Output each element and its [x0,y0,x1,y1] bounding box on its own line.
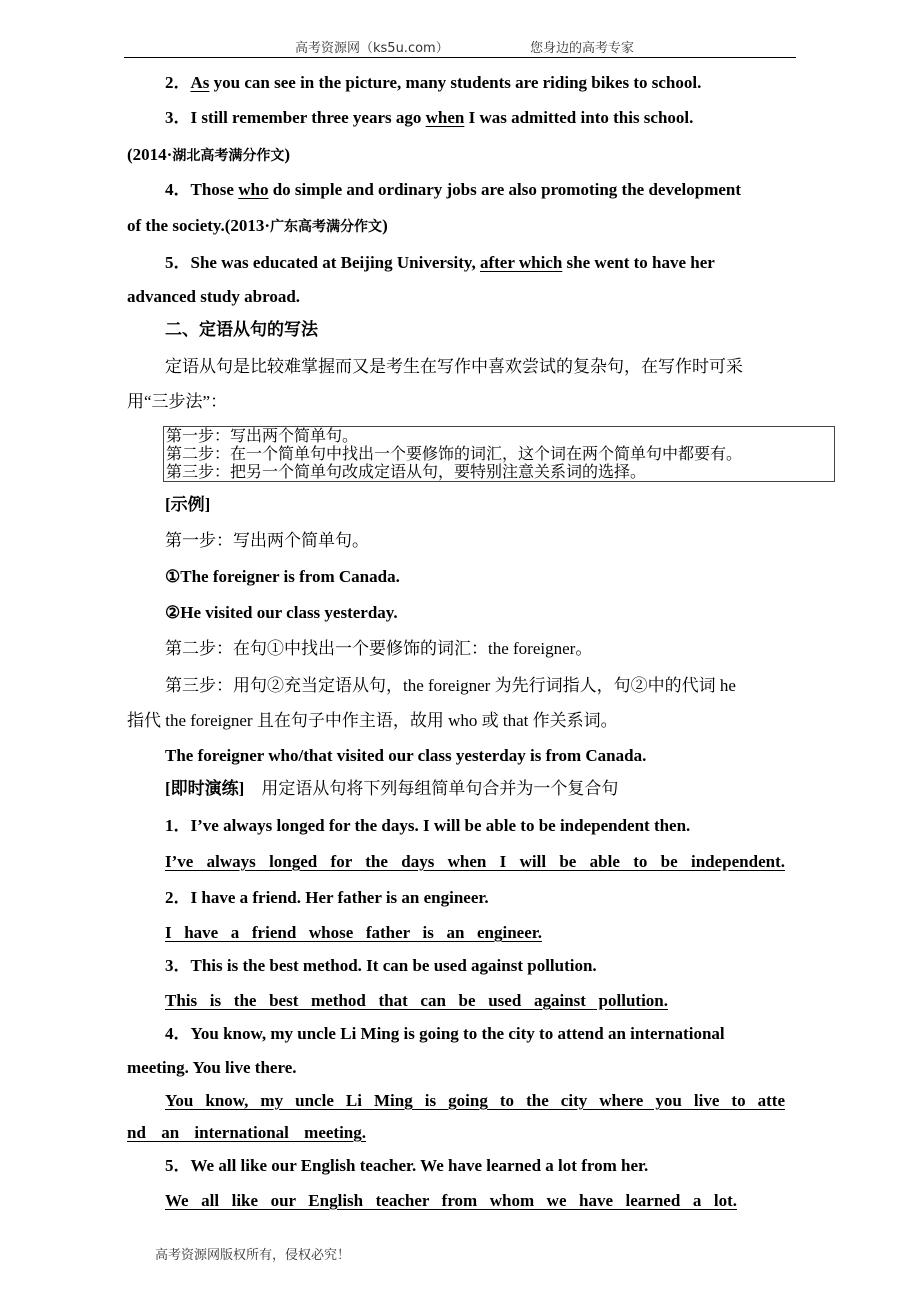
step-1: 第一步：写出两个简单句。 [166,426,359,445]
header-right: 您身边的高考专家 [530,41,635,56]
exercise-question: 2．I have a friend. Her father is an engineer. [165,888,489,907]
practice-heading: [即时演练] 用定语从句将下列每组简单句合并为一个复合句 [165,779,619,798]
example-sentence-5: 5．She was educated at Beijing University, after which she went to have her [165,253,715,272]
exercise-answer: You know, my uncle Li Ming is going to the city where you live to atte [165,1091,785,1110]
sentence-1: ①The foreigner is from Canada. [165,567,400,586]
exercise-answer-cont: nd an international meeting. [127,1123,366,1142]
intro-text-cont: 用“三步法”： [127,392,228,411]
section-heading: 二、定语从句的写法 [165,320,318,339]
header-left: 高考资源网（ks5u.com） [295,41,449,56]
example-sentence-4-cont: of the society.(2013·广东高考满分作文) [127,216,388,235]
step-3: 第三步：把另一个简单句改成定语从句，要特别注意关系词的选择。 [166,462,647,481]
footer-copyright: 高考资源网版权所有，侵权必究！ [155,1248,351,1263]
sentence-2: ②He visited our class yesterday. [165,603,398,622]
example-sentence-5-cont: advanced study abroad. [127,287,301,306]
step-line: 第一步：写出两个简单句。 [165,531,369,550]
step-line: 第三步：用句②充当定语从句，the foreigner 为先行词指人，句②中的代词 he [165,676,736,695]
source-note: (2014·湖北高考满分作文) [127,145,291,164]
exercise-answer: We all like our English teacher from whom we have learned a lot. [165,1191,737,1210]
example-sentence-2: 2．As you can see in the picture, many students are riding bikes to school. [165,73,702,92]
exercise-question: 4．You know, my uncle Li Ming is going to the city to attend an international [165,1024,725,1043]
exercise-question: 5．We all like our English teacher. We have learned a lot from her. [165,1156,649,1175]
step-2: 第二步：在一个简单句中找出一个要修饰的词汇，这个词在两个简单句中都要有。 [166,444,743,463]
exercise-answer: I’ve always longed for the days when I will be able to be independent. [165,852,785,871]
intro-text: 定语从句是比较难掌握而又是考生在写作中喜欢尝试的复杂句，在写作时可采 [165,357,743,376]
step-line: 第二步：在句①中找出一个要修饰的词汇：the foreigner。 [165,639,593,658]
steps-box [163,426,835,482]
combined-sentence: The foreigner who/that visited our class yesterday is from Canada. [165,746,647,765]
example-sentence-4: 4．Those who do simple and ordinary jobs are also promoting the development [165,180,742,199]
example-label: [示例] [165,495,211,514]
exercise-question: 1．I’ve always longed for the days. I will be able to be independent then. [165,816,691,835]
exercise-question-cont: meeting. You live there. [127,1058,297,1077]
example-sentence-3: 3．I still remember three years ago when I was admitted into this school. [165,108,694,127]
exercise-question: 3．This is the best method. It can be used against pollution. [165,956,597,975]
header-rule [124,57,796,58]
step-line-cont: 指代 the foreigner 且在句子中作主语，故用 who 或 that 作关系词。 [127,711,618,730]
exercise-answer: This is the best method that can be used against pollution. [165,991,668,1010]
exercise-answer: I have a friend whose father is an engineer. [165,923,542,942]
